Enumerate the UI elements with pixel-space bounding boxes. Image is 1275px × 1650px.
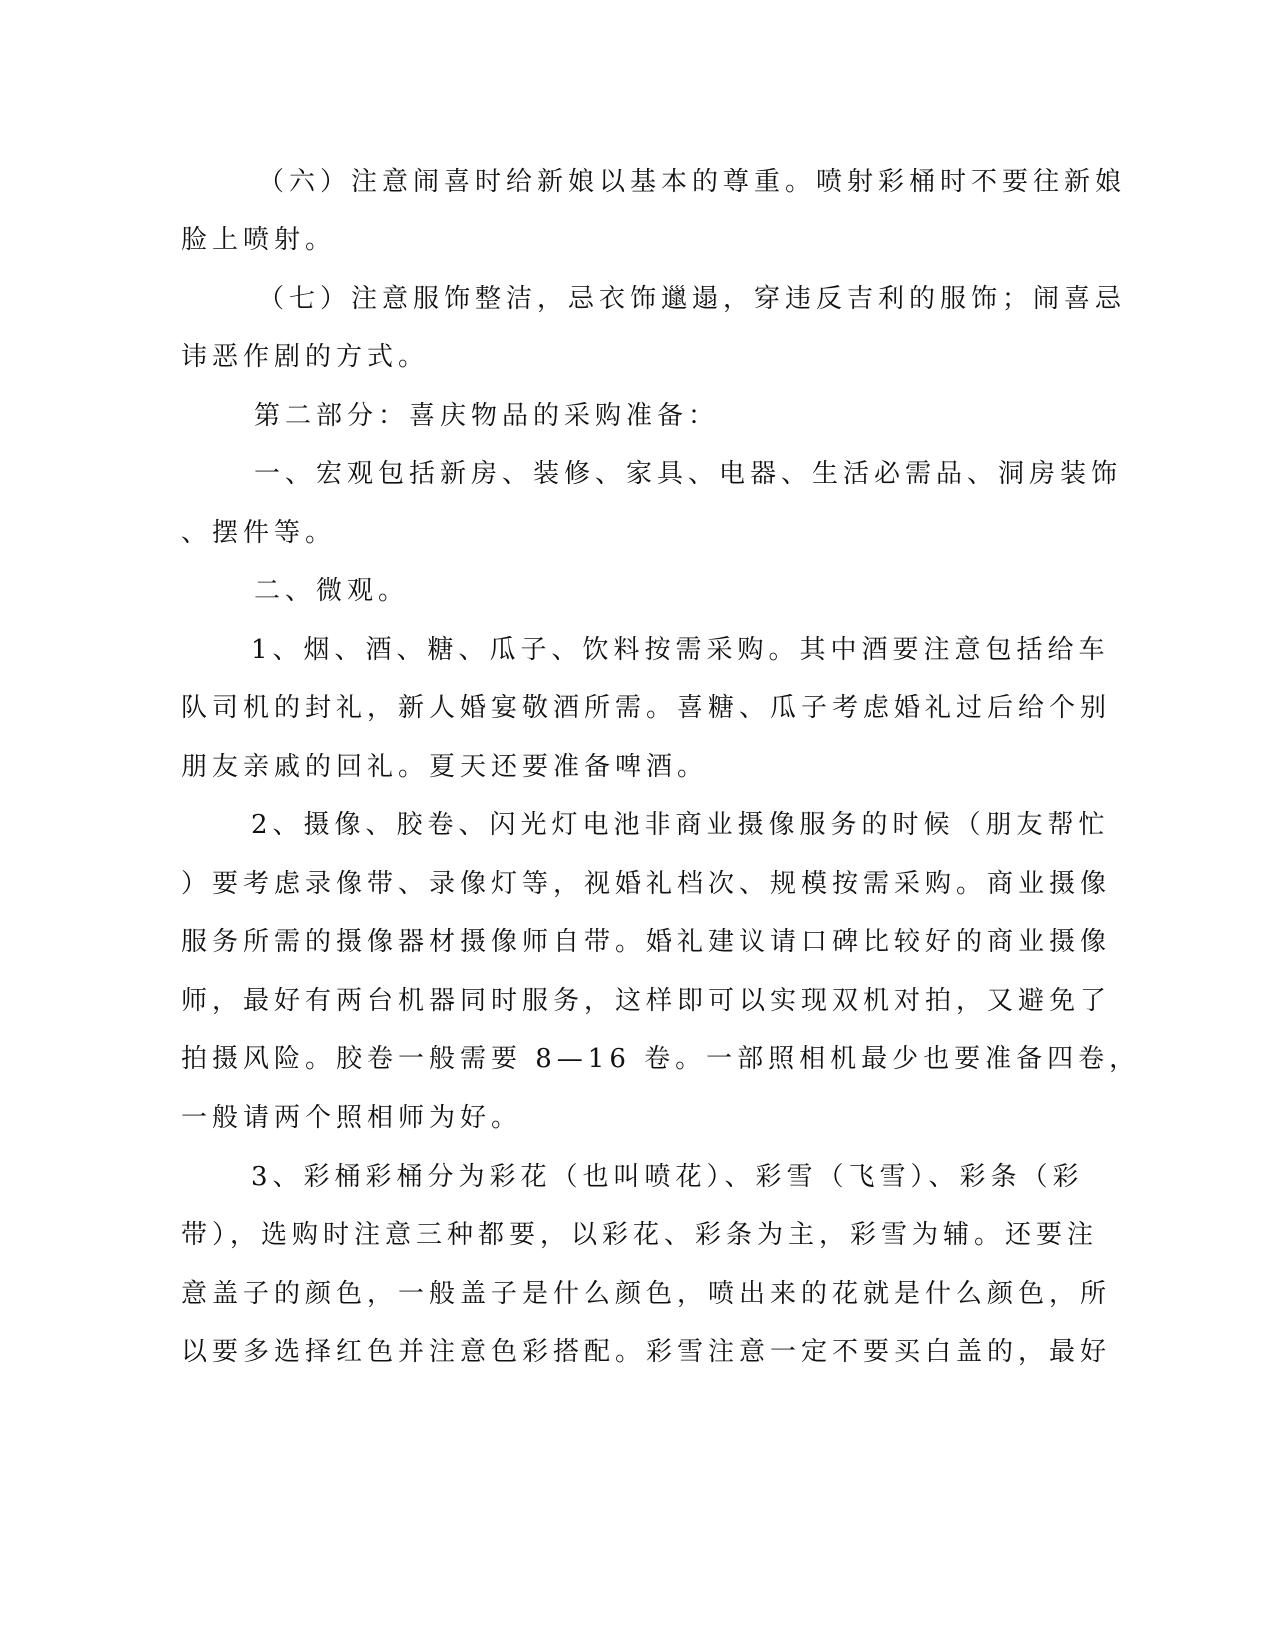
text-line: 师，最好有两台机器同时服务，这样即可以实现双机对拍，又避免了 xyxy=(181,986,1112,1016)
text-line: 脸上喷射。 xyxy=(181,225,337,255)
text-line: 拍摄风险。胶卷一般需要 8—16 卷。一部照相机最少也要准备四卷， xyxy=(181,1044,1141,1074)
text-line: 意盖子的颜色，一般盖子是什么颜色，喷出来的花就是什么颜色，所 xyxy=(181,1279,1112,1309)
text-line: （六）注意闹喜时给新娘以基本的尊重。喷射彩桶时不要往新娘 xyxy=(258,167,1127,197)
text-line: 1、烟、酒、糖、瓜子、饮料按需采购。其中酒要注意包括给车 xyxy=(251,635,1110,665)
text-line: 以要多选择红色并注意色彩搭配。彩雪注意一定不要买白盖的，最好 xyxy=(181,1337,1112,1367)
text-line: 、摆件等。 xyxy=(181,518,337,548)
text-line: （七）注意服饰整洁，忌衣饰邋遢，穿违反吉利的服饰；闹喜忌 xyxy=(258,284,1127,314)
text-line: 带），选购时注意三种都要，以彩花、彩条为主，彩雪为辅。还要注 xyxy=(181,1220,1099,1250)
text-line: 队司机的封礼，新人婚宴敬酒所需。喜糖、瓜子考虑婚礼过后给个别 xyxy=(181,693,1112,723)
text-line: 一、宏观包括新房、装修、家具、电器、生活必需品、洞房装饰 xyxy=(254,459,1123,489)
text-line: 2、摄像、胶卷、闪光灯电池非商业摄像服务的时候（朋友帮忙 xyxy=(251,810,1110,840)
text-line: 服务所需的摄像器材摄像师自带。婚礼建议请口碑比较好的商业摄像 xyxy=(181,927,1112,957)
text-line: 3、彩桶彩桶分为彩花（也叫喷花）、彩雪（飞雪）、彩条（彩 xyxy=(251,1162,1084,1192)
text-line: ）要考虑录像带、录像灯等，视婚礼档次、规模按需采购。商业摄像 xyxy=(181,869,1112,899)
text-line: 朋友亲戚的回礼。夏天还要准备啤酒。 xyxy=(181,752,709,782)
section-heading: 第二部分：喜庆物品的采购准备： xyxy=(254,401,720,431)
text-line: 二、微观。 xyxy=(254,576,410,606)
text-line: 讳恶作剧的方式。 xyxy=(181,342,430,372)
text-line: 一般请两个照相师为好。 xyxy=(181,1103,523,1133)
